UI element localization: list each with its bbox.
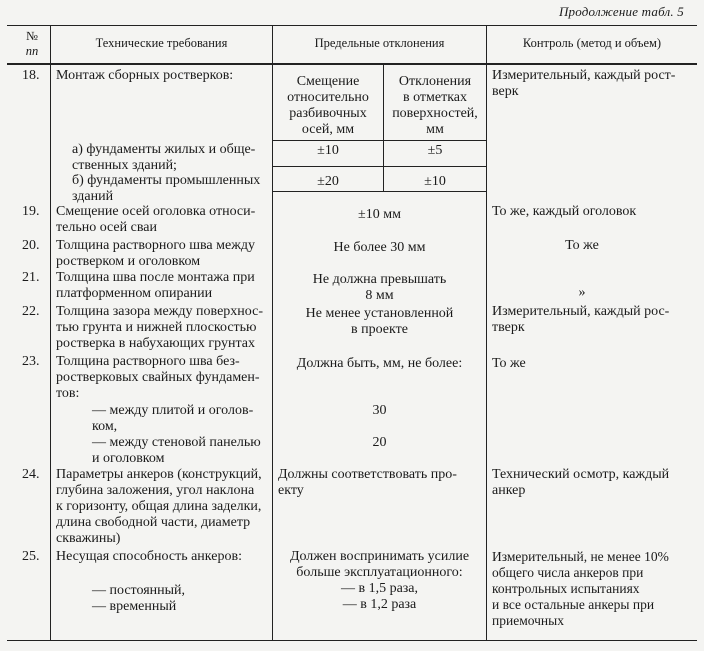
deviation-text: Должна быть, мм, не более: [296,356,463,371]
deviation-text: ±10 мм [358,207,401,222]
requirement-item: б) фундаменты промышленных зданий [72,173,261,204]
control-text: » [578,285,586,300]
requirement-text: Смещение осей оголовка относи- тельно осей сваи [56,204,256,235]
offset-value: ±10 [317,143,339,158]
row18-bottom [272,191,486,192]
header-bottom-border [7,63,697,65]
row-number: 20. [22,238,40,253]
bottom-border [7,640,697,641]
control-text: То же [492,356,526,371]
requirement-item: — между плитой и оголов- ком, [92,403,254,434]
table-caption: Продолжение табл. 5 [558,4,684,19]
deviation-text: Должен воспринимать усилие больше эксплуатационного: — в 1,5 раза, — в 1,2 раза [289,549,470,612]
col-divider-dev [486,25,487,640]
requirement-text: Толщина зазора между поверхнос- тью грунта и нижней плоскостью ростверка в набухающих грунтах [56,304,264,351]
elevation-value: ±10 [424,174,446,189]
requirement-text: Монтаж сборных ростверков: [56,68,234,83]
requirement-text: Толщина растворного шва между ростверком и оголовком [56,238,256,269]
control-text: Измерительный, каждый рос- тверк [492,304,670,335]
deviation-text: Должны соответствовать про- екту [278,467,457,498]
control-text: Измерительный, не менее 10% общего числа анкеров при контрольных испытаниях и все остальные анкеры при приемочных [492,549,669,628]
row-number: 22. [22,304,40,319]
header-deviations: Предельные отклонения [314,36,445,50]
control-text: Измерительный, каждый рост- верк [492,68,676,99]
deviation-text: Не более 30 мм [333,240,426,255]
requirement-item: — временный [92,599,177,614]
control-text: То же, каждый оголовок [492,204,637,219]
top-border [7,25,697,26]
deviation-text: Не менее установленной в проекте [305,306,454,337]
requirement-text: Несущая способность анкеров: [56,549,242,564]
row-number: 18. [22,68,40,83]
requirement-text: Параметры анкеров (конструкций, глубина заложения, угол наклона к горизонту, общая длина заделки, длина свободной части, диаметр скважины) [56,467,262,546]
requirement-item: — постоянный, [92,583,186,598]
header-num-symbol: № [26,29,38,43]
control-text: То же [565,238,599,253]
row18-item-divider [272,166,486,167]
row18-sub-header-bottom [272,140,486,141]
requirement-text: Толщина шва после монтажа при платформенном опирании [56,270,255,301]
header-requirements: Технические требования [95,36,228,50]
elevation-value: ±5 [427,143,443,158]
sub-header-offset: Смещение относительно разбивочных осей, мм [287,74,369,137]
deviation-value: 20 [372,435,387,450]
row-number: 24. [22,467,40,482]
requirement-text: Толщина растворного шва без- ростверковых свайных фундамен- тов: [56,354,260,401]
requirement-item: а) фундаменты жилых и обще- ственных зданий; [72,142,256,173]
col-divider-num [50,25,51,640]
sub-header-elevation: Отклонения в отметках поверхностей, мм [392,74,478,137]
header-control: Контроль (метод и объем) [522,36,662,50]
deviation-text: Не должна превышать 8 мм [312,272,447,303]
header-num-label: пп [25,44,39,58]
row-number: 19. [22,204,40,219]
row-number: 25. [22,549,40,564]
deviation-value: 30 [372,403,387,418]
row-number: 23. [22,354,40,369]
offset-value: ±20 [317,174,339,189]
control-text: Технический осмотр, каждый анкер [492,467,670,498]
row-number: 21. [22,270,40,285]
requirement-item: — между стеновой панелью и оголовком [92,435,261,466]
